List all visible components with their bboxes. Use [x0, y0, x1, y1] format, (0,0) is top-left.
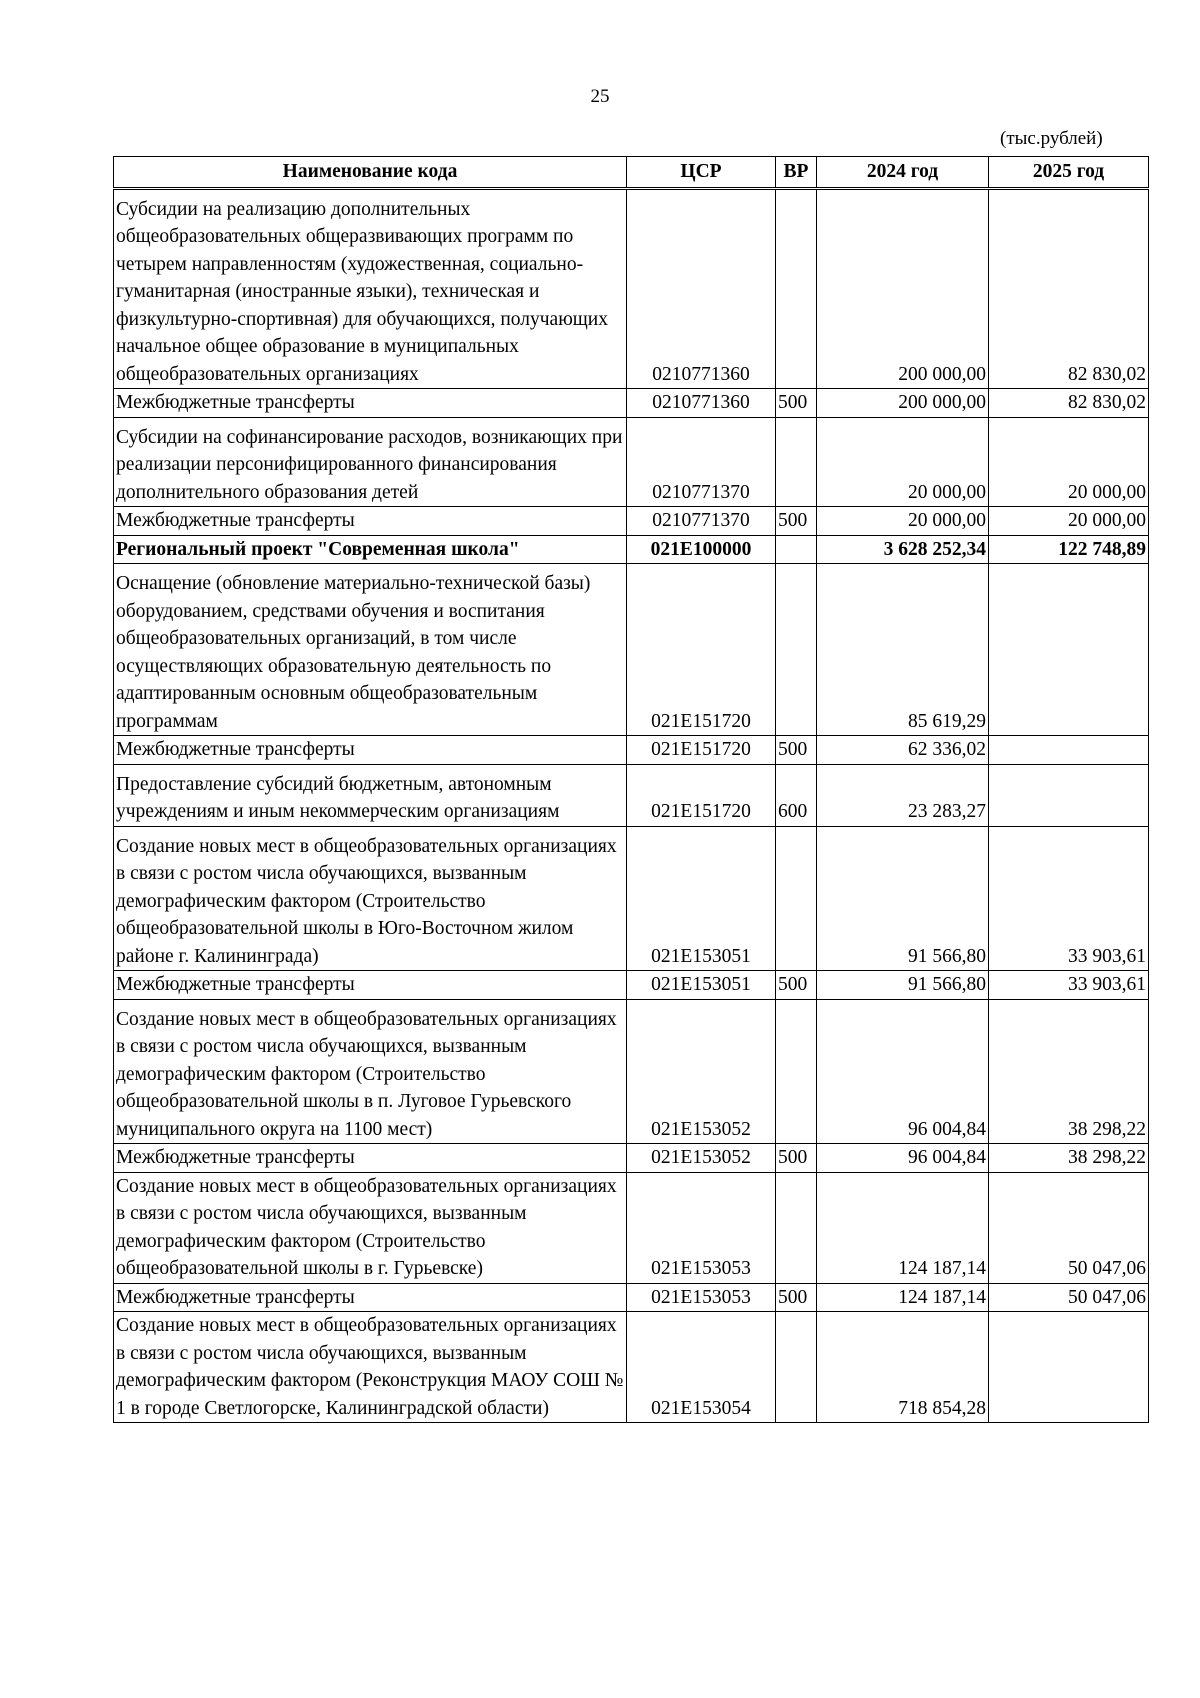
row-2024: 62 336,02	[817, 736, 989, 765]
row-csr: 021E100000	[627, 535, 776, 564]
row-2024: 3 628 252,34	[817, 535, 989, 564]
row-2024: 20 000,00	[817, 417, 989, 507]
table-row	[114, 1144, 1149, 1173]
row-2024: 124 187,14	[817, 1172, 989, 1283]
row-name: Межбюджетные трансферты	[114, 389, 627, 418]
table-row	[114, 507, 1149, 536]
row-2025: 50 047,06	[989, 1283, 1149, 1312]
row-vr	[776, 564, 817, 736]
row-name: Межбюджетные трансферты	[114, 971, 627, 1000]
table-row	[114, 736, 1149, 765]
page-number: 25	[590, 86, 610, 107]
row-csr: 021E153051	[627, 971, 776, 1000]
row-vr: 500	[776, 736, 817, 765]
table-row	[114, 1283, 1149, 1312]
row-vr	[776, 188, 817, 389]
table-row	[114, 188, 1149, 389]
row-2025: 122 748,89	[989, 535, 1149, 564]
table-row	[114, 1172, 1149, 1283]
row-2024: 91 566,80	[817, 826, 989, 971]
row-vr	[776, 826, 817, 971]
row-vr	[776, 1312, 817, 1423]
row-2025: 20 000,00	[989, 507, 1149, 536]
header-vr: ВР	[776, 157, 817, 189]
row-2024: 200 000,00	[817, 389, 989, 418]
row-2024: 96 004,84	[817, 999, 989, 1144]
row-csr: 021E153051	[627, 826, 776, 971]
row-2024: 91 566,80	[817, 971, 989, 1000]
row-name: Субсидии на реализацию дополнительных общеобразовательных общеразвивающих программ по четырем направленностям (художественная, социально-гуманитарная (иностранные языки), техническая и физкультурно-спортивная) для обучающихся, получающих начальное общее образование в муниципальных общеобразовательных организациях	[114, 188, 627, 389]
table-row	[114, 999, 1149, 1144]
row-vr	[776, 535, 817, 564]
row-vr: 500	[776, 971, 817, 1000]
row-2024: 20 000,00	[817, 507, 989, 536]
header-csr: ЦСР	[627, 157, 776, 189]
row-csr: 021E153053	[627, 1172, 776, 1283]
units-label: (тыс.рублей)	[1000, 128, 1103, 149]
row-2024: 96 004,84	[817, 1144, 989, 1173]
row-2025: 82 830,02	[989, 188, 1149, 389]
row-vr	[776, 417, 817, 507]
row-2025: 33 903,61	[989, 971, 1149, 1000]
row-2024: 23 283,27	[817, 764, 989, 826]
table-row	[114, 417, 1149, 507]
row-csr: 021E153054	[627, 1312, 776, 1423]
row-2025	[989, 736, 1149, 765]
row-csr: 0210771360	[627, 188, 776, 389]
row-csr: 021E153052	[627, 1144, 776, 1173]
table-row	[114, 1312, 1149, 1423]
row-name: Оснащение (обновление материально-технической базы) оборудованием, средствами обучения и воспитания общеобразовательных организаций, в том числе осуществляющих образовательную деятельность по адаптированным основным общеобразовательным программам	[114, 564, 627, 736]
row-name: Межбюджетные трансферты	[114, 1144, 627, 1173]
row-2024: 718 854,28	[817, 1312, 989, 1423]
table-header-row	[114, 157, 1149, 189]
row-csr: 0210771370	[627, 417, 776, 507]
header-2024: 2024 год	[817, 157, 989, 189]
row-vr: 500	[776, 507, 817, 536]
row-name: Предоставление субсидий бюджетным, автономным учреждениям и иным некоммерческим организациям	[114, 764, 627, 826]
row-2024: 85 619,29	[817, 564, 989, 736]
row-vr	[776, 1172, 817, 1283]
table-row	[114, 535, 1149, 564]
row-2025: 82 830,02	[989, 389, 1149, 418]
table-row	[114, 764, 1149, 826]
row-2025: 50 047,06	[989, 1172, 1149, 1283]
row-vr	[776, 999, 817, 1144]
row-name: Субсидии на софинансирование расходов, возникающих при реализации персонифицированного финансирования дополнительного образования детей	[114, 417, 627, 507]
budget-table	[113, 156, 1149, 1423]
row-name: Создание новых мест в общеобразовательных организациях в связи с ростом числа обучающихся, вызванным демографическим фактором (Строительство общеобразовательной школы в Юго-Восточном жилом районе г. Калининграда)	[114, 826, 627, 971]
row-2025	[989, 1312, 1149, 1423]
table-row	[114, 564, 1149, 736]
row-csr: 021E153052	[627, 999, 776, 1144]
table-row	[114, 389, 1149, 418]
row-2025: 38 298,22	[989, 999, 1149, 1144]
row-vr: 500	[776, 1144, 817, 1173]
header-2025: 2025 год	[989, 157, 1149, 189]
row-2025	[989, 564, 1149, 736]
row-csr: 0210771360	[627, 389, 776, 418]
table-row	[114, 971, 1149, 1000]
row-vr: 500	[776, 389, 817, 418]
row-name: Создание новых мест в общеобразовательных организациях в связи с ростом числа обучающихся, вызванным демографическим фактором (Строительство общеобразовательной школы в п. Луговое Гурьевского муниципального округа на 1100 мест)	[114, 999, 627, 1144]
row-2024: 124 187,14	[817, 1283, 989, 1312]
row-csr: 021E151720	[627, 564, 776, 736]
row-name: Межбюджетные трансферты	[114, 507, 627, 536]
row-2025: 38 298,22	[989, 1144, 1149, 1173]
row-name: Создание новых мест в общеобразовательных организациях в связи с ростом числа обучающихся, вызванным демографическим фактором (Реконструкция МАОУ СОШ № 1 в городе Светлогорске, Калининградской области)	[114, 1312, 627, 1423]
row-2025	[989, 764, 1149, 826]
row-2025: 20 000,00	[989, 417, 1149, 507]
row-name: Создание новых мест в общеобразовательных организациях в связи с ростом числа обучающихся, вызванным демографическим фактором (Строительство общеобразовательной школы в г. Гурьевске)	[114, 1172, 627, 1283]
row-name: Межбюджетные трансферты	[114, 1283, 627, 1312]
row-csr: 0210771370	[627, 507, 776, 536]
row-csr: 021E153053	[627, 1283, 776, 1312]
row-csr: 021E151720	[627, 764, 776, 826]
row-2025: 33 903,61	[989, 826, 1149, 971]
row-vr: 600	[776, 764, 817, 826]
row-vr: 500	[776, 1283, 817, 1312]
row-csr: 021E151720	[627, 736, 776, 765]
row-2024: 200 000,00	[817, 188, 989, 389]
row-name: Межбюджетные трансферты	[114, 736, 627, 765]
header-name: Наименование кода	[114, 157, 627, 189]
row-name: Региональный проект "Современная школа"	[114, 535, 627, 564]
table-row	[114, 826, 1149, 971]
